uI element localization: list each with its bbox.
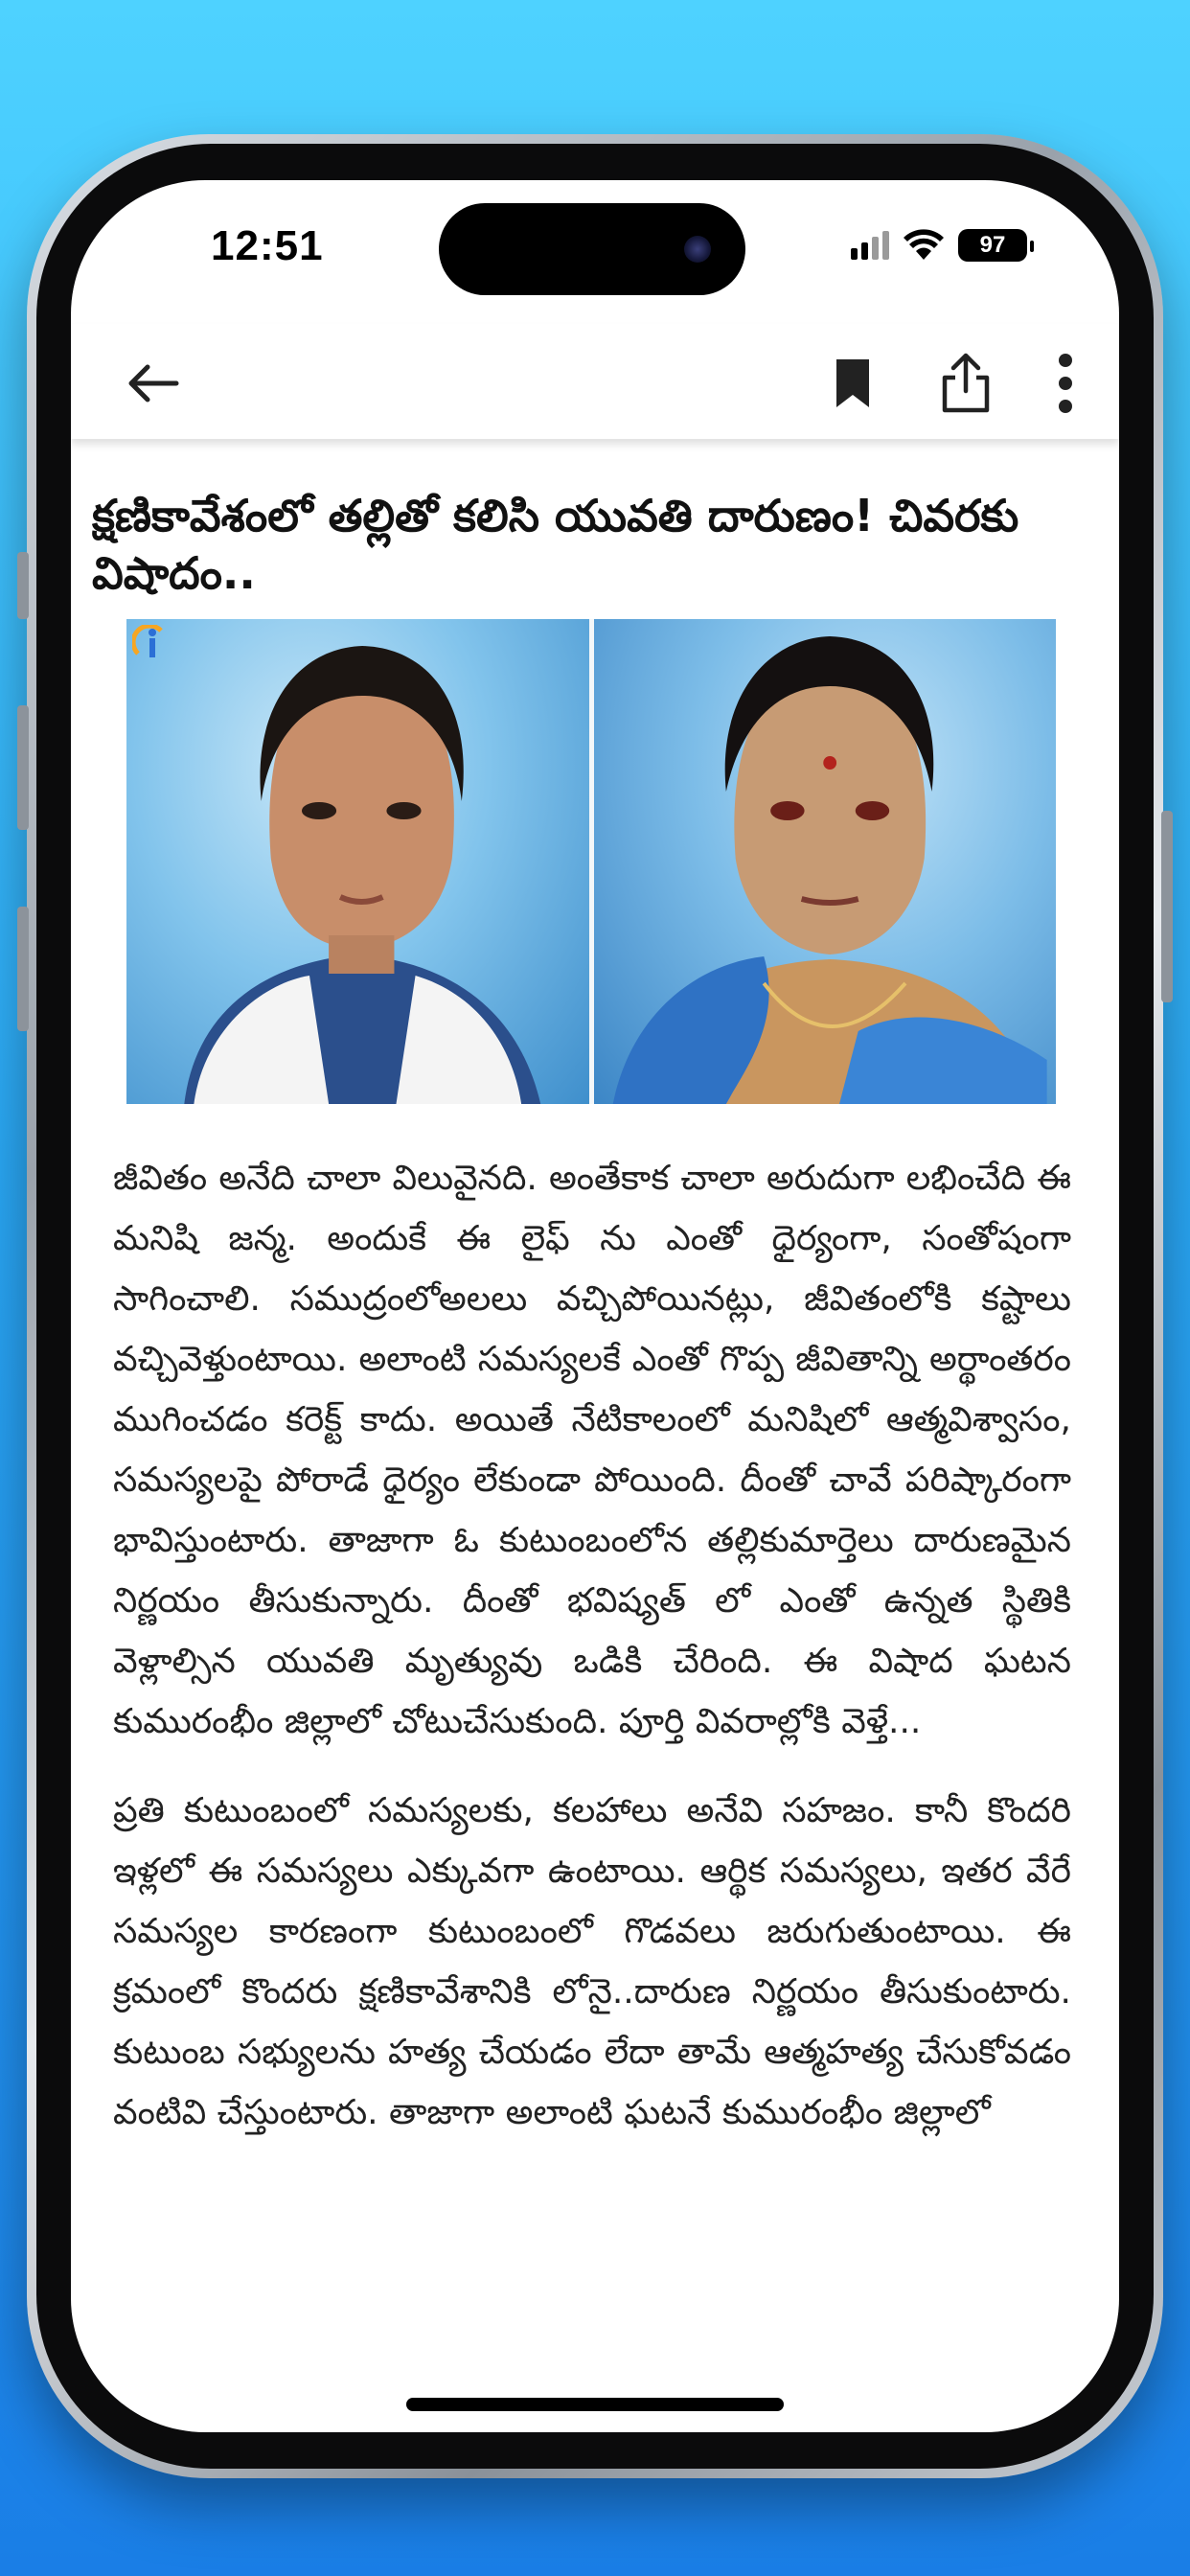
article-headline: క్షణికావేశంలో తల్లితో కలిసి యువతి దారుణం! చివరకు విషాదం..: [92, 490, 1019, 599]
article-body: [113, 1148, 1071, 2172]
photo-mother: [594, 619, 1057, 1104]
share-button[interactable]: [935, 353, 996, 414]
status-indicators: [851, 226, 1027, 264]
back-arrow-icon: [126, 362, 180, 404]
article-paragraph: ప్రతి కుటుంబంలో సమస్యలకు, కలహాలు అనేవి సహజం. కానీ కొందరి ఇళ్లలో ఈ సమస్యలు ఎక్కువగా ఉంటాయి. ఆర్థిక సమస్యలు, ఇతర వేరే సమస్యల కారణంగా కుటుంబంలో గొడవలు జరుగుతుంటాయి. ఈ క్రమంలో కొందరు క్షణికావేశానికి లోనై..దారుణ నిర్ణయం తీసుకుంటారు. కుటుంబ సభ్యులను హత్య చేయడం లేదా తామే ఆత్మహత్య చేసుకోవడం వంటివి చేస్తుంటారు. తాజాగా అలాంటి ఘటనే కుమురంభీం జిల్లాలో: [113, 1791, 1071, 2132]
side-button-volume-up: [17, 705, 29, 830]
bookmark-icon: [834, 356, 872, 410]
article-hero-image[interactable]: [126, 619, 1056, 1104]
front-camera-icon: [684, 236, 711, 263]
more-options-button[interactable]: [1035, 353, 1096, 414]
wifi-icon: [903, 229, 945, 262]
back-button[interactable]: [123, 353, 184, 414]
home-indicator[interactable]: [406, 2398, 784, 2411]
cellular-signal-icon: [851, 231, 889, 260]
article-toolbar: [71, 324, 1119, 439]
young-woman-portrait: [126, 619, 589, 1104]
side-button-volume-down: [17, 907, 29, 1031]
side-button-action: [17, 552, 29, 619]
side-button-power: [1161, 811, 1173, 1002]
photo-young-woman: [126, 619, 594, 1104]
battery-indicator: 97: [958, 229, 1027, 262]
share-icon: [939, 353, 993, 414]
bookmark-button[interactable]: [822, 353, 883, 414]
etv-logo-icon: [132, 625, 171, 663]
article-paragraph: జీవితం అనేది చాలా విలువైనది. అంతేకాక చాలా అరుదుగా లభించేది ఈ మనిషి జన్మ. అందుకే ఈ లైఫ్ ను ఎంతో ధైర్యంగా, సంతోషంగా సాగించాలి. సముద్రంలోఅలలు వచ్చిపోయినట్లు, జీవితంలోకి కష్టాలు వచ్చివెళ్తుంటాయి. అలాంటి సమస్యలకే ఎంతో గొప్ప జీవితాన్ని అర్థాంతరం ముగించడం కరెక్ట్ కాదు. అయితే నేటికాలంలో మనిషిలో ఆత్మవిశ్వాసం, సమస్యలపై పోరాడే ధైర్యం లేకుండా పోయింది. దీంతో చావే పరిష్కారంగా భావిస్తుంటారు. తాజాగా ఓ కుటుంబంలోన తల్లికుమార్తెలు దారుణమైన నిర్ణయం తీసుకున్నారు. దీంతో భవిష్యత్ లో ఎంతో ఉన్నత స్థితికి వెళ్లాల్సిన యువతి మృత్యువు ఒడికి చేరింది. ఈ విషాద ఘటన కుమురంభీం జిల్లాలో చోటుచేసుకుంది. పూర్తి వివరాల్లోకి వెళ్తే...: [113, 1159, 1071, 1741]
status-bar: [71, 180, 1119, 324]
phone-screen: [71, 180, 1119, 2432]
status-time: 12:51: [211, 222, 324, 269]
dynamic-island: [439, 203, 745, 295]
mother-portrait: [594, 619, 1057, 1104]
article-content: [71, 439, 1119, 2432]
more-vertical-icon: [1056, 353, 1075, 414]
